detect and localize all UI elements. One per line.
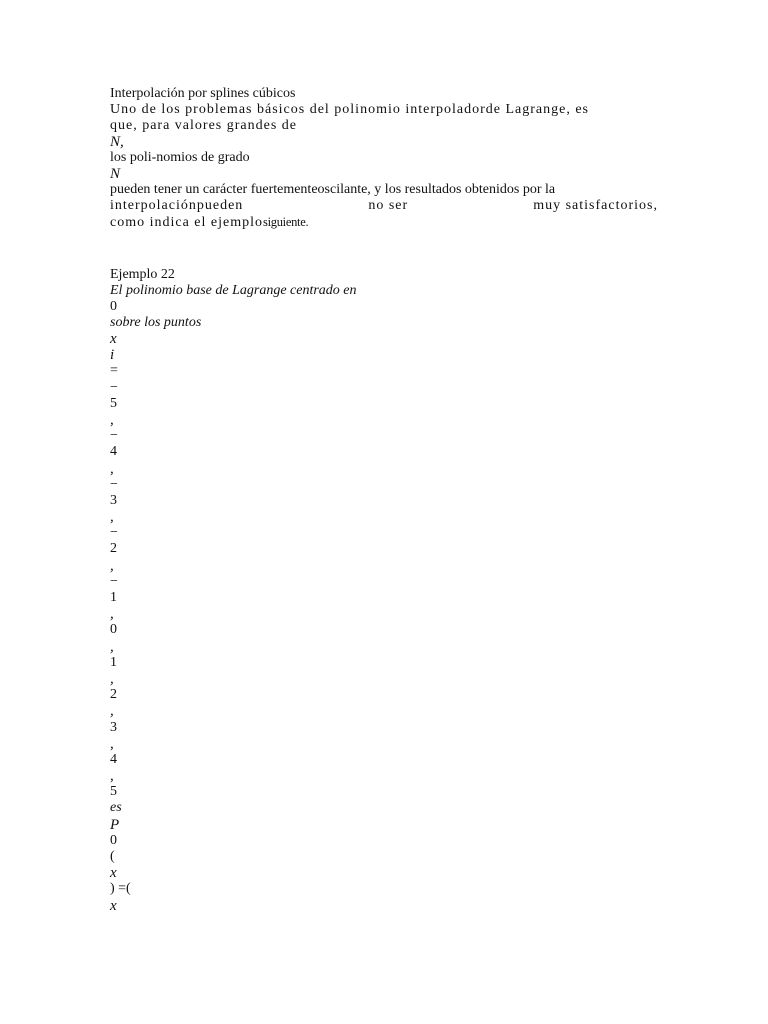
text-run: siguiente. [263,215,309,229]
math-symbol: N [110,166,121,182]
formula-token: , [110,411,114,428]
formula-token: 2 [110,687,117,703]
paragraph-line-justified [110,198,658,214]
section-text [110,86,658,230]
paragraph-line: los poli-nomios de grado [110,150,250,165]
paragraph-line: Uno de los problemas básicos del polinomio interpoladorde Lagrange, es [110,102,590,117]
example-block [110,267,658,914]
formula-token: , [110,638,114,655]
formula-token: , [110,703,114,720]
formula-token: 0 [110,622,117,638]
example-over-points: sobre los puntos [110,315,202,330]
paragraph-line: que, para valores grandes de [110,118,297,133]
formula-token: ) =( [110,881,131,897]
paragraph-line [110,214,658,230]
formula-token: , [110,557,114,574]
formula-token: 3 [110,719,117,735]
example-statement: El polinomio base de Lagrange centrado en [110,283,357,298]
formula-token: , [110,735,114,752]
word: muy satisfactorios, [533,198,658,213]
paragraph-line: pueden tener un carácter fuertementeoscilante, y los resultados obtenidos por la [110,182,556,197]
example-title: Ejemplo 22 [110,267,175,282]
formula-token: = [110,363,118,379]
example-center: 0 [110,299,117,314]
formula-token: x [110,865,117,882]
math-symbol: N, [110,134,124,150]
formula-token: − [110,476,118,492]
formula-token: es [110,800,122,816]
word: interpolaciónpueden [110,198,244,213]
formula-token: , [110,460,114,477]
formula-token: − [110,573,118,589]
section-heading: Interpolación por splines cúbicos [110,86,296,101]
formula-token: 4 [110,751,117,767]
formula-token: 1 [110,654,117,670]
formula-token: , [110,768,114,785]
formula-token: − [110,525,118,541]
formula-token: , [110,509,114,526]
text-run: como indica el ejemplo [110,215,264,230]
formula-token: − [110,379,118,395]
word: no ser [368,198,409,213]
formula-token: i [110,347,115,364]
formula-token: 3 [110,492,117,508]
formula-token: , [110,606,114,623]
formula-token: 1 [110,590,117,605]
formula-token: − [110,428,118,444]
formula-token: 4 [110,444,117,460]
formula-token: ( [110,849,115,864]
formula-token: x [110,897,117,914]
formula-token: 5 [110,395,117,411]
formula-token: 0 [110,832,117,848]
formula-token: 5 [110,784,117,800]
formula-token: x [110,331,117,347]
formula-token: P [110,816,120,833]
formula-token: , [110,670,114,687]
formula-token-list [110,331,658,914]
formula-token: 2 [110,541,117,557]
